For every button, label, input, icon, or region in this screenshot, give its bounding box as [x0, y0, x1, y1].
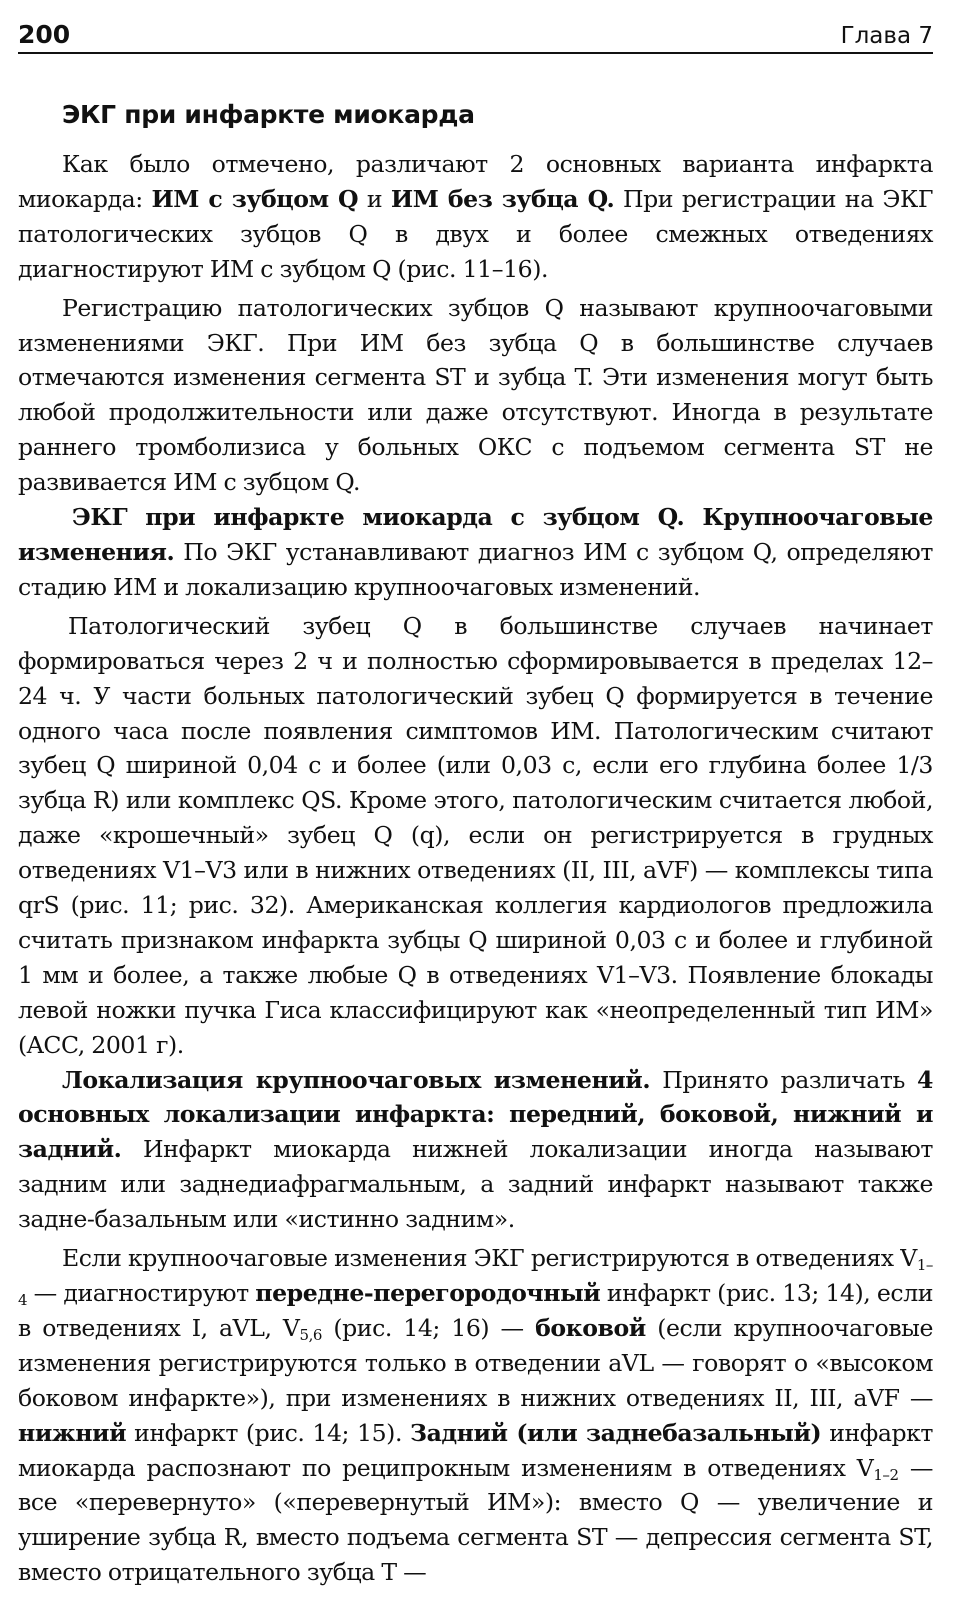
bold-term: ИМ с зубцом Q [151, 184, 359, 213]
text-run: Если крупноочаговые изменения ЭКГ регистрируются в отведениях V [62, 1244, 917, 1273]
text-run: Патологический зубец Q в большинстве случаев начинает формироваться через 2 ч и полностью сформировывается в пределах 12–24 ч. У части больных патологический зубец Q формируется в течение одного часа после появления симптомов ИМ. Патологическим считают зубец Q шириной 0,04 с и более (или 0,03 с, если его глубина более 1/3 зубца R) или комплекс QS. Кроме этого, патологическим считается любой, даже «крошечный» зубец Q (q), если он регистрируется в грудных отведениях V1–V3 или в нижних отведениях (II, III, aVF) — комплексы типа qrS (рис. 11; рис. 32). Американская коллегия кардиологов предложила считать признаком инфаркта зубцы Q шириной 0,03 с и более и глубиной 1 мм и более, а также любые Q в отведениях V1–V3. Появление блокады левой ножки пучка Гиса классифицируют как «неопределенный тип ИМ» (ACC, 2001 г). [18, 611, 933, 1059]
chapter-label: Глава 7 [840, 23, 933, 49]
body-text [18, 147, 933, 1590]
bold-term: боковой [535, 1313, 646, 1342]
text-run: (рис. 14; 16) — [322, 1313, 536, 1342]
paragraph-4 [18, 609, 933, 1063]
subsection-heading: ЭКГ при инфаркте миокарда с зубцом Q. Крупноочаговые изменения. [18, 503, 933, 566]
text-run: Принято различать [650, 1065, 918, 1094]
text-run: (если крупноочаговые изменения регистрируются только в отведении aVL — говорят о «высоком боковом инфаркте»), при изменениях в нижних отведениях II, III, aVF — [18, 1313, 933, 1412]
bold-term: 4 основных локализации инфаркта: передний, боковой, нижний и задний. [18, 1065, 933, 1164]
paragraph-3 [18, 500, 933, 605]
running-head [18, 18, 933, 54]
subsection-heading: Локализация крупноочаговых изменений. [62, 1065, 651, 1094]
lead-subscript: 5,6 [299, 1325, 323, 1344]
section-title: ЭКГ при инфаркте миокарда [62, 100, 475, 129]
text-run: инфаркт миокарда распознают по реципрокным изменениям в отведениях V [18, 1418, 933, 1482]
text-run: При регистрации на ЭКГ патологических зубцов Q в двух и более смежных отведениях диагностируют ИМ с зубцом Q (рис. 11–16). [18, 184, 934, 283]
paragraph-5 [18, 1063, 933, 1238]
bold-term: передне-перегородочный [255, 1279, 601, 1307]
text-run: инфаркт (рис. 13; 14), если в отведениях I, aVL, V [18, 1279, 934, 1342]
text-run: Регистрацию патологических зубцов Q называют крупноочаговыми изменениями ЭКГ. При ИМ без зубца Q в большинстве случаев отмечаются изменения сегмента ST и зубца T. Эти изменения могут быть любой продолжительности или даже отсутствуют. Иногда в результате раннего тромболизиса у больных ОКС с подъемом сегмента ST не развивается ИМ с зубцом Q. [18, 293, 933, 497]
text-run: Инфаркт миокарда нижней локализации иногда называют задним или заднедиафрагмальным, а задний инфаркт называют также задне-базальным или «истинно задним». [18, 1135, 933, 1234]
text-run: и [358, 184, 391, 213]
paragraph-1 [18, 147, 933, 287]
lead-subscript: 1–2 [873, 1465, 899, 1484]
text-run: Как было отмечено, различают 2 основных варианта инфаркта миокарда: [18, 150, 933, 213]
paragraph-2 [18, 291, 933, 500]
paragraph-6 [18, 1241, 933, 1590]
bold-term: Задний (или заднебазальный) [410, 1418, 822, 1447]
bold-term: ИМ без зубца Q. [390, 184, 615, 213]
bold-term: нижний [18, 1418, 127, 1447]
text-run: инфаркт (рис. 14; 15). [126, 1418, 410, 1447]
text-run: По ЭКГ устанавливают диагноз ИМ с зубцом Q, определяют стадию ИМ и локализацию крупноочаговых изменений. [18, 537, 933, 601]
text-run: — все «перевернуто» («перевернутый ИМ»): вместо Q — увеличение и уширение зубца R, вместо подъема сегмента ST — депрессия сегмента ST, вместо отрицательного зубца T — [18, 1453, 933, 1587]
lead-subscript: 1–4 [18, 1256, 933, 1309]
page-number: 200 [18, 20, 71, 49]
text-run: — диагностируют [27, 1279, 256, 1307]
